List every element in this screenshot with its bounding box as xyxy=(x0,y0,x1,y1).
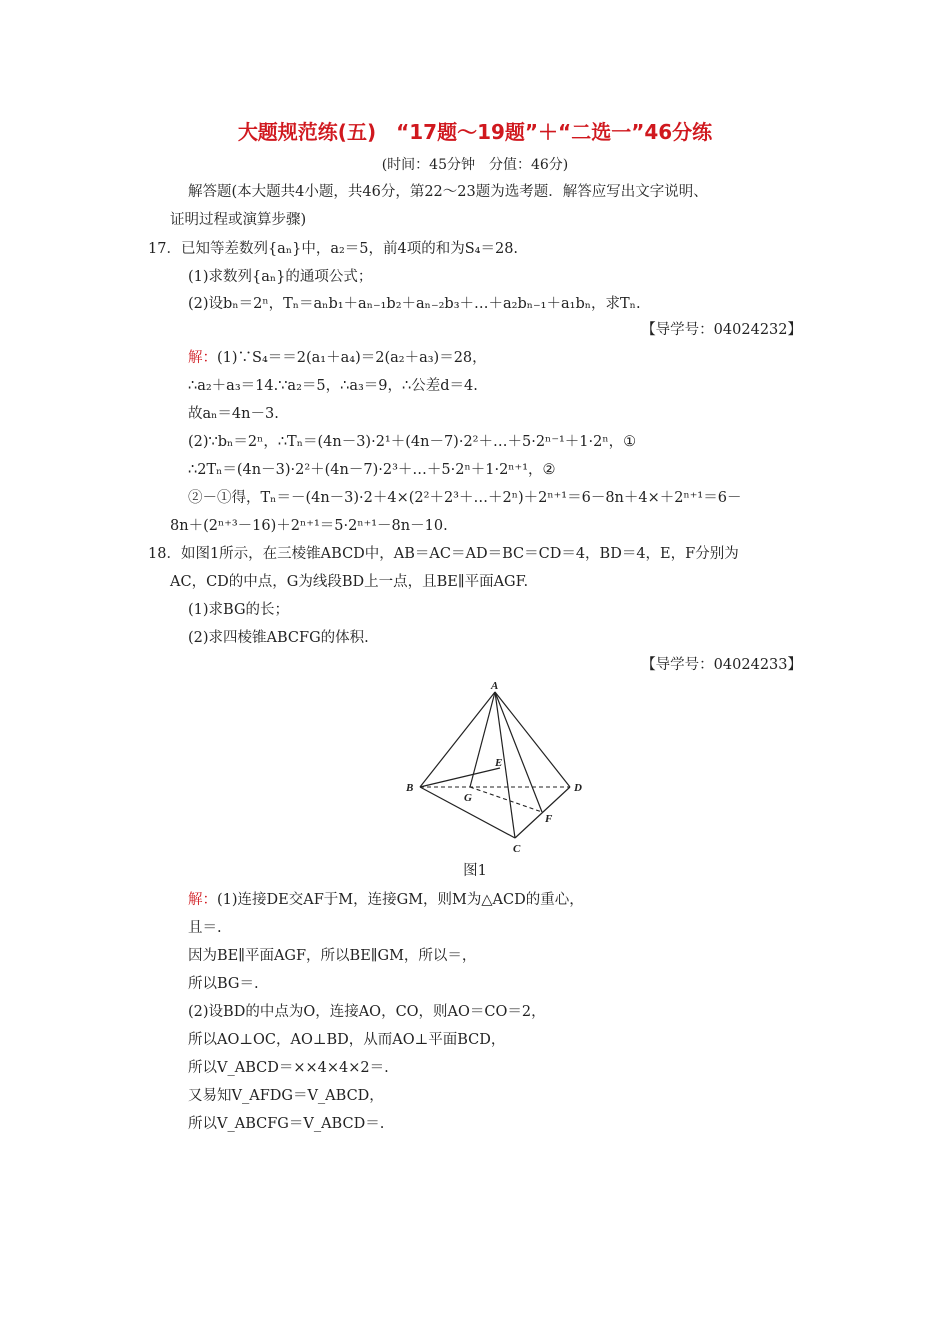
q18-part-2: (2)求四棱锥ABCFG的体积. xyxy=(188,630,369,646)
q17-part-2: (2)设bₙ＝2ⁿ，Tₙ＝aₙb₁＋aₙ₋₁b₂＋aₙ₋₂b₃＋…＋a₂bₙ₋₁＋a₁bₙ，求Tₙ. xyxy=(188,296,641,312)
vertex-label-D: D xyxy=(574,782,582,794)
solution-label: 解： xyxy=(188,350,217,366)
q18-solution-8: 又易知V_AFDG＝V_ABCD， xyxy=(188,1088,384,1104)
q17-part-1: (1)求数列{aₙ}的通项公式； xyxy=(188,269,373,285)
edge-AB xyxy=(420,692,495,787)
q17-solution-4: (2)∵bₙ＝2ⁿ，∴Tₙ＝(4n－3)·2¹＋(4n－7)·2²＋…＋5·2ⁿ⁻¹＋1·2ⁿ，① xyxy=(188,434,637,450)
q18-solution-5: (2)设BD的中点为O，连接AO，CO，则AO＝CO＝2， xyxy=(188,1004,546,1020)
q18-reference-number: 【导学号：04024233】 xyxy=(641,657,802,673)
q18-solution-3: 因为BE∥平面AGF，所以BE∥GM，所以＝， xyxy=(188,948,477,964)
q17-solution-1: (1)∵S₄＝＝2(a₁＋a₄)＝2(a₂＋a₃)＝28， xyxy=(217,350,487,366)
q17-solution-6: ②－①得，Tₙ＝－(4n－3)·2＋4×(2²＋2³＋…＋2ⁿ)＋2ⁿ⁺¹＝6－8n＋4×＋2ⁿ⁺¹＝6－ xyxy=(188,490,742,506)
segment-AF xyxy=(495,692,542,812)
vertex-label-C: C xyxy=(513,843,521,855)
q18-stem-2: AC，CD的中点，G为线段BD上一点，且BE∥平面AGF. xyxy=(170,574,529,590)
segment-GF-hidden xyxy=(470,787,542,812)
q18-solution-1: (1)连接DE交AF于M，连接GM，则M为△ACD的重心， xyxy=(217,892,584,908)
pyramid-figure xyxy=(400,680,600,855)
edge-CD xyxy=(515,787,570,838)
intro-line-1: 解答题(本大题共4小题，共46分，第22～23题为选考题．解答应写出文字说明、 xyxy=(188,184,708,200)
intro-line-2: 证明过程或演算步骤) xyxy=(170,212,307,228)
point-label-F: F xyxy=(545,813,553,825)
q18-solution-6: 所以AO⊥OC，AO⊥BD，从而AO⊥平面BCD， xyxy=(188,1032,506,1048)
q18-stem-1: 18．如图1所示，在三棱锥ABCD中，AB＝AC＝AD＝BC＝CD＝4，BD＝4，E，F分别为 xyxy=(148,546,739,562)
q17-solution-2: ∴a₂＋a₃＝14.∵a₂＝5，∴a₃＝9，∴公差d＝4. xyxy=(188,378,478,394)
q17-stem: 17．已知等差数列{aₙ}中，a₂＝5，前4项的和为S₄＝28. xyxy=(148,241,519,257)
q17-solution-line xyxy=(188,348,487,368)
point-label-E: E xyxy=(495,757,503,769)
q17-solution-5: ∴2Tₙ＝(4n－3)·2²＋(4n－7)·2³＋…＋5·2ⁿ＋1·2ⁿ⁺¹，② xyxy=(188,462,556,478)
time-score-note: (时间：45分钟 分值：46分) xyxy=(381,157,569,173)
solution-label: 解： xyxy=(188,892,217,908)
q18-solution-9: 所以V_ABCFG＝V_ABCD＝. xyxy=(188,1116,385,1132)
figure-caption: 图1 xyxy=(463,863,487,879)
vertex-label-A: A xyxy=(491,680,499,692)
q18-solution-7: 所以V_ABCD＝××4×4×2＝. xyxy=(188,1060,389,1076)
vertex-label-B: B xyxy=(406,782,414,794)
page-title: 大题规范练(五) “17题～19题”＋“二选一”46分练 xyxy=(237,120,713,144)
q17-solution-3: 故aₙ＝4n－3. xyxy=(188,406,279,422)
q18-part-1: (1)求BG的长； xyxy=(188,602,290,618)
q17-reference-number: 【导学号：04024232】 xyxy=(641,322,802,338)
q18-solution-line xyxy=(188,890,584,910)
q18-solution-4: 所以BG＝. xyxy=(188,976,259,992)
q18-solution-2: 且＝. xyxy=(188,920,222,936)
point-label-G: G xyxy=(464,792,472,804)
q17-solution-7: 8n＋(2ⁿ⁺³－16)＋2ⁿ⁺¹＝5·2ⁿ⁺¹－8n－10. xyxy=(170,518,448,534)
